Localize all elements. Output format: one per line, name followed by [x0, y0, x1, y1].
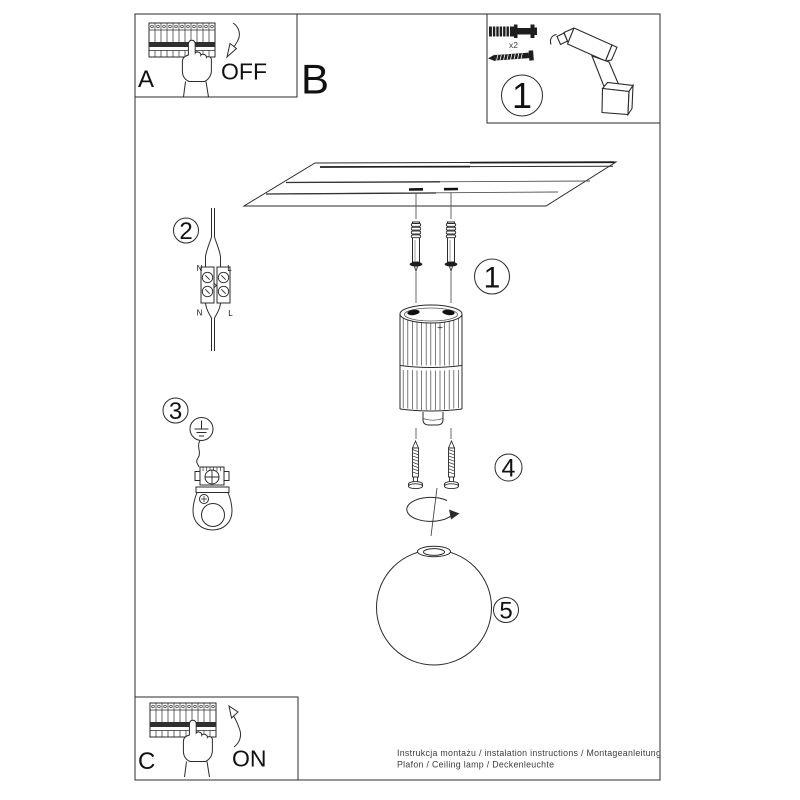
step1-callout-number: 1: [483, 261, 501, 295]
off-label: OFF: [221, 58, 267, 85]
footer-text: [397, 748, 661, 770]
step5-callout-number: 5: [499, 597, 513, 625]
section-c-label: C: [138, 748, 156, 775]
step3-callout-number: 3: [168, 398, 183, 425]
on-arrowhead-icon: [229, 706, 238, 718]
section-a: [138, 23, 267, 97]
ground-clamp: [195, 467, 229, 485]
screw-icon: [488, 50, 534, 63]
kit-callout-number: 1: [511, 75, 533, 116]
section-c: [138, 703, 267, 777]
wall-plug-up-left: [410, 222, 423, 271]
wall-plug-up-right: [445, 222, 458, 271]
section-b-label: B: [301, 55, 330, 103]
parts-kit: [488, 25, 633, 117]
terminal-l-bottom-label: L: [228, 309, 233, 318]
mounting-screw-left: [409, 441, 423, 489]
terminal-block-assembly: [197, 208, 234, 351]
on-arrow-icon: [232, 713, 241, 748]
footer-line2: Plafon / Ceiling lamp / Deckenleuchte: [397, 759, 555, 770]
breaker-panel-icon: [149, 23, 215, 57]
footer-line1: Instrukcja montażu / instalation instructions / Montageanleitung: [397, 748, 662, 758]
ground-wire: [197, 441, 200, 468]
step2-callout-number: 2: [179, 218, 193, 245]
quantity-label: x2: [509, 40, 518, 50]
lamp-body: [400, 305, 462, 425]
rotation-arrow-icon: [407, 488, 460, 536]
terminal-l-top-label: L: [227, 264, 232, 273]
lamp-socket: [423, 412, 443, 425]
on-label: ON: [232, 745, 267, 772]
lamp-bracket: [193, 487, 232, 530]
step4-callout-number: 4: [501, 454, 516, 483]
page-frame: [135, 14, 660, 780]
ceiling-panel: [244, 162, 616, 206]
terminal-n-top-label: N: [196, 264, 203, 273]
section-a-label: A: [138, 66, 155, 93]
mounting-screw-right: [445, 441, 459, 489]
ground-assembly: [190, 418, 232, 531]
drill-icon: [550, 28, 633, 115]
breaker-panel-icon-c: [150, 703, 216, 737]
wall-plug-icon: [489, 25, 537, 39]
terminal-n-bottom-label: N: [196, 308, 203, 318]
glass-sphere: [377, 546, 492, 665]
